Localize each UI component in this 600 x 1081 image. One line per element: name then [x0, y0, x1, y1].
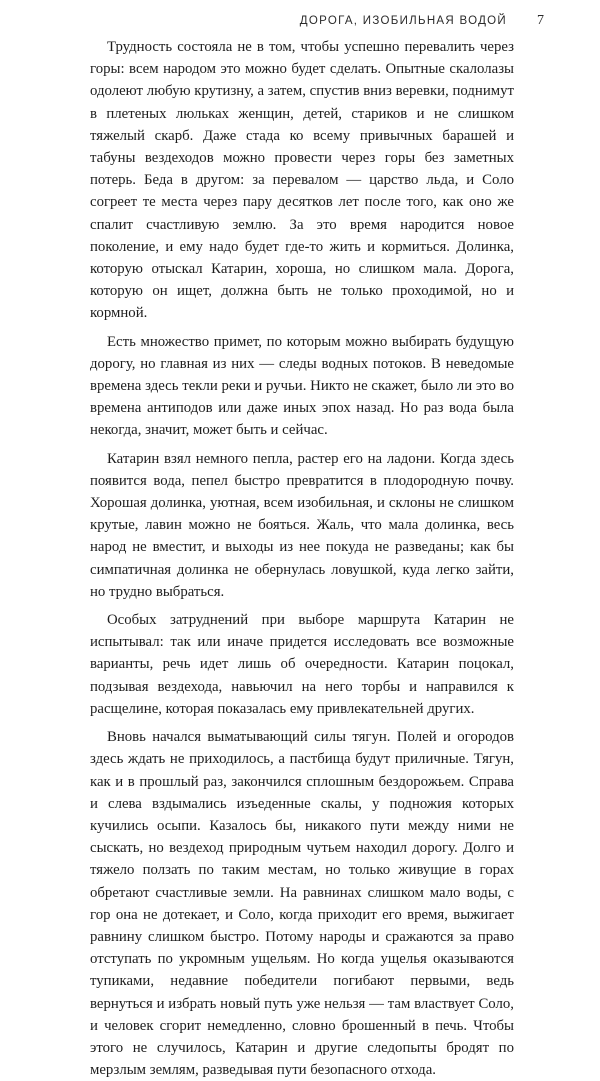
- paragraph: Трудность состояла не в том, чтобы успешно перевалить через горы: всем народом это можно будет сделать. Опытные скалолазы одолеют любую крутизну, а затем, спустив вниз веревки, поднимут в плетеных люльках женщин, детей, стариков и не слишком тяжелый скарб. Даже стада ко всему привычных барашей и табуны вездеходов можно провести через горы без заметных потерь. Беда в другом: за перевалом — царство льда, и Соло согреет те места через пару десятков лет после того, как оно же спалит счастливую землю. За это время народится новое поколение, и ему надо будет где-то жить и кормиться. Долинка, которую отыскал Катарин, хороша, но слишком мала. Дорога, которую он ищет, должна быть не только проходимой, но и кормной.: [90, 39, 514, 322]
- paragraph: Катарин взял немного пепла, растер его на ладони. Когда здесь появится вода, пепел быстро превратится в плодородную почву. Хорошая долинка, уютная, всем изобильная, и склоны не слишком крутые, лавин можно не бояться. Жаль, что мала долинка, весь народ не вместит, и выходы из нее покуда не разведаны; как бы симпатичная долинка не обернулась ловушкой, куда легко зайти, но трудно выбраться.: [90, 450, 514, 600]
- running-head: [90, 13, 544, 33]
- paragraph: Вновь начался выматывающий силы тягун. Полей и огородов здесь ждать не приходилось, а пастбища будут приличные. Тягун, как и в прошлый раз, закончился сплошным бездорожьем. Справа и слева вздымались изъеденные скалы, у подножия которых кучились осыпи. Казалось бы, никакого пути между ними не сыскать, но вездеход природным чутьем находил дорогу. Долго и тяжело ползать по таким местам, но только живущие в горах обретают счастливые земли. На равнинах слишком мало воды, с гор она не дотекает, и Соло, когда приходит его время, выжигает равнину слишком быстро. Потому народы и сражаются за право отступать по укромным ущельям. Но когда ущелья оказываются тупиками, недавние победители погибают первыми, ведь вернуться и избрать новый путь уже нельзя — там властвует Соло, и человек сгорит немедленно, словно брошенный в печь. Чтобы этого не случилось, Катарин и другие следопыты бродят по мерзлым землям, разведывая пути безопасного отхода.: [90, 729, 514, 1079]
- paragraph: Особых затруднений при выборе маршрута Катарин не испытывал: так или иначе придется исследовать все возможные варианты, речь идет лишь об очередности. Катарин поцокал, подзывая вездехода, навьючил на него торбы и направился к расщелине, которая показалась ему привлекательней других.: [90, 612, 514, 717]
- paragraph: Есть множество примет, по которым можно выбирать будущую дорогу, но главная из них — следы водных потоков. В неведомые времена здесь текли реки и ручьи. Никто не скажет, было ли это во времена антиподов или даже иных эпох назад. Но раз вода была некогда, значит, может быть и сейчас.: [90, 333, 514, 439]
- page-number: 7: [537, 13, 544, 28]
- body-text: [90, 36, 514, 1081]
- chapter-title: ДОРОГА, ИЗОБИЛЬНАЯ ВОДОЙ: [299, 15, 507, 27]
